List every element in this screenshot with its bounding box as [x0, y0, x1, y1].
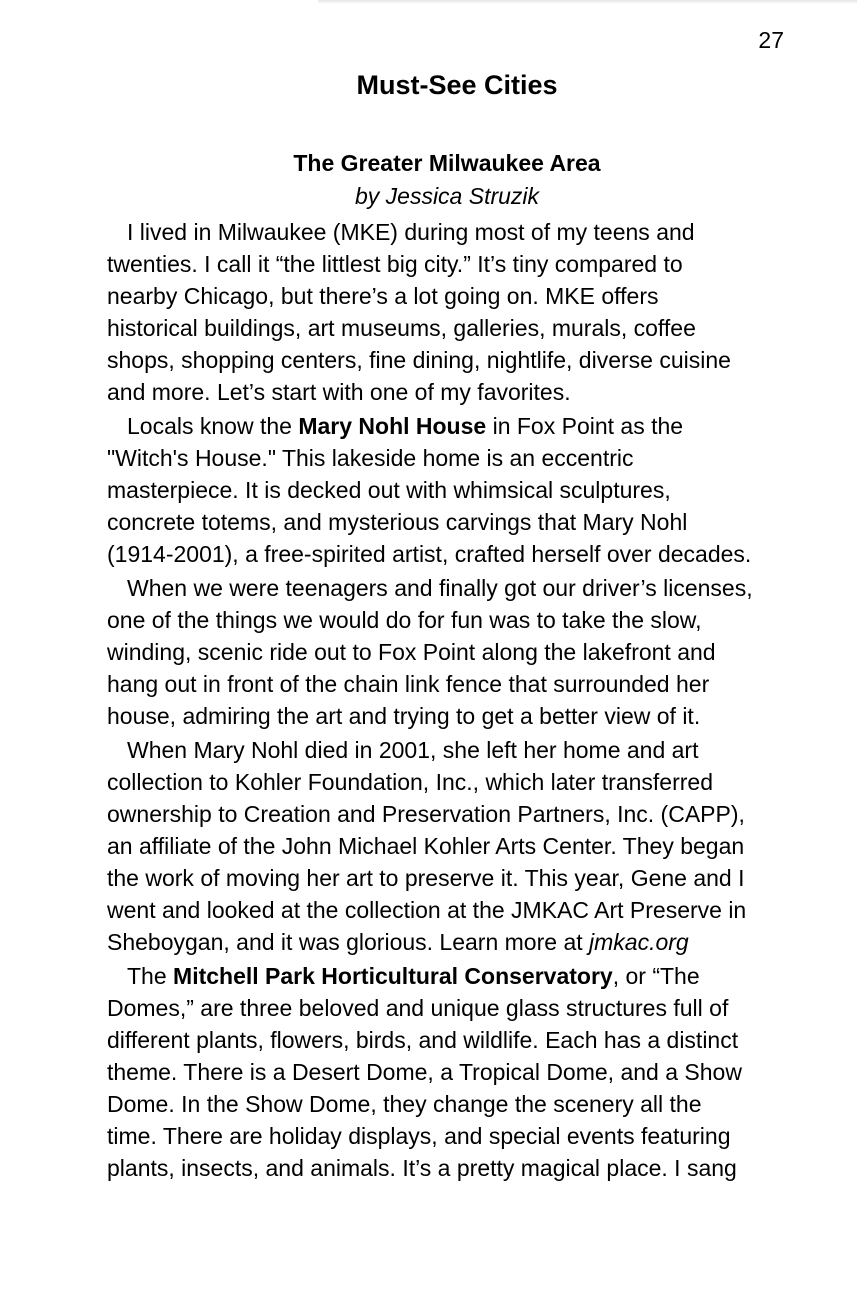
place-name-bold: Mitchell Park Horticultural Conservatory	[173, 963, 613, 989]
paragraph-line: plants, insects, and animals. It’s a pretty magical place. I sang	[107, 1155, 737, 1181]
paragraph-line: winding, scenic ride out to Fox Point along the lakefront and	[107, 639, 716, 665]
paragraph-line: hang out in front of the chain link fence that surrounded her	[107, 671, 710, 697]
paragraph-line: masterpiece. It is decked out with whimsical sculptures,	[107, 477, 671, 503]
paragraph-line: Domes,” are three beloved and unique glass structures full of	[107, 995, 729, 1021]
paragraph-line: collection to Kohler Foundation, Inc., which later transferred	[107, 769, 713, 795]
article-title: The Greater Milwaukee Area	[293, 150, 601, 176]
paragraph-line: time. There are holiday displays, and special events featuring	[107, 1123, 731, 1149]
text-run: The	[127, 963, 174, 989]
paragraph-line: went and looked at the collection at the JMKAC Art Preserve in	[107, 897, 747, 923]
text-run: Sheboygan, and it was glorious. Learn more at	[107, 929, 590, 955]
paragraph-line: "Witch's House." This lakeside home is an eccentric	[107, 445, 634, 471]
paragraph-line: Dome. In the Show Dome, they change the scenery all the	[107, 1091, 702, 1117]
paragraph-line	[127, 413, 683, 439]
paragraph-mary-nohl-house	[107, 410, 807, 570]
paragraph-line: I lived in Milwaukee (MKE) during most of my teens and	[127, 219, 695, 245]
paragraph-line: shops, shopping centers, fine dining, nightlife, diverse cuisine	[107, 347, 731, 373]
place-name-bold: Mary Nohl House	[298, 413, 487, 439]
paragraph-line: When we were teenagers and finally got our driver’s licenses,	[127, 575, 753, 601]
paragraph-line: historical buildings, art museums, galleries, murals, coffee	[107, 315, 696, 341]
paragraph-line: When Mary Nohl died in 2001, she left her home and art	[127, 737, 699, 763]
article-byline: by Jessica Struzik	[354, 183, 540, 209]
paragraph-line: and more. Let’s start with one of my favorites.	[107, 379, 571, 405]
section-title: Must-See Cities	[356, 70, 558, 100]
paragraph-line	[107, 929, 689, 955]
paragraph-kohler	[107, 734, 807, 958]
text-run: , or “The	[612, 963, 700, 989]
paragraph-line	[127, 963, 700, 989]
website-reference: jmkac.org	[589, 929, 689, 955]
paragraph-line: nearby Chicago, but there’s a lot going on. MKE offers	[107, 283, 659, 309]
paragraph-line: one of the things we would do for fun was to take the slow,	[107, 607, 702, 633]
paragraph-line: theme. There is a Desert Dome, a Tropical Dome, and a Show	[107, 1059, 742, 1085]
text-run: in Fox Point as the	[486, 413, 684, 439]
article-body	[107, 216, 807, 1186]
paragraph-line: house, admiring the art and trying to get a better view of it.	[107, 703, 701, 729]
page-number: 27	[758, 27, 784, 53]
page-top-shadow	[318, 0, 857, 4]
paragraph-line: ownership to Creation and Preservation Partners, Inc. (CAPP),	[107, 801, 745, 827]
paragraph-line: an affiliate of the John Michael Kohler Arts Center. They began	[107, 833, 745, 859]
paragraph-line: concrete totems, and mysterious carvings that Mary Nohl	[107, 509, 688, 535]
paragraph-line: the work of moving her art to preserve it. This year, Gene and I	[107, 865, 745, 891]
paragraph-teenagers	[107, 572, 807, 732]
paragraph-intro	[107, 216, 807, 408]
paragraph-line: twenties. I call it “the littlest big city.” It’s tiny compared to	[107, 251, 683, 277]
text-run: Locals know the	[127, 413, 299, 439]
paragraph-conservatory	[107, 960, 807, 1184]
paragraph-line: (1914-2001), a free-spirited artist, crafted herself over decades.	[107, 541, 752, 567]
paragraph-line: different plants, flowers, birds, and wildlife. Each has a distinct	[107, 1027, 739, 1053]
